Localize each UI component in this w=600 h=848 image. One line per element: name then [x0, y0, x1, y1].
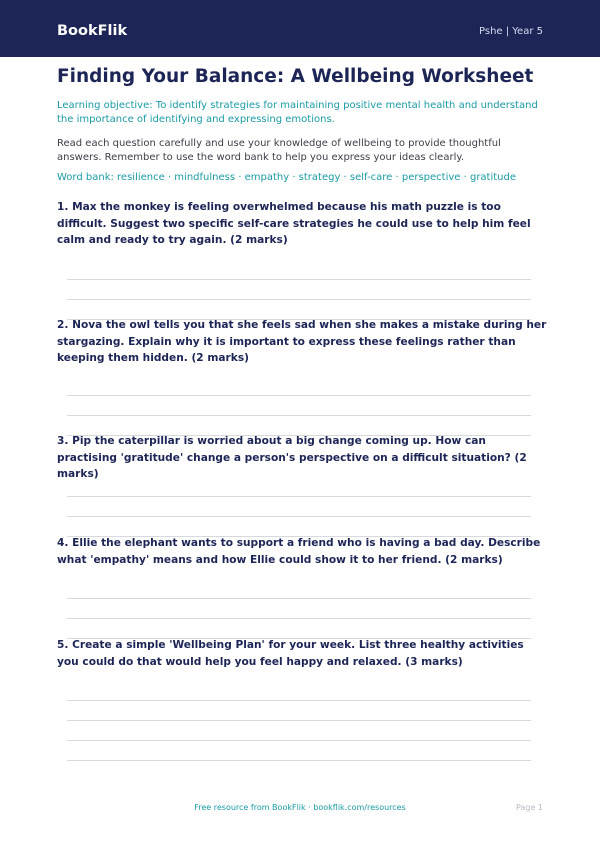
- answer-line[interactable]: [67, 598, 531, 599]
- learning-objective: Learning objective: To identify strategies for maintaining positive mental health and understand the importance of identifying and expressing emotions.: [57, 100, 538, 126]
- answer-line[interactable]: [67, 299, 531, 300]
- question-3: 3. Pip the caterpillar is worried about a big change coming up. How can practising 'gratitude' change a person's perspective on a difficult situation? (2 marks): [57, 435, 527, 480]
- answer-line[interactable]: [67, 279, 531, 280]
- page-title: Finding Your Balance: A Wellbeing Worksheet: [57, 66, 534, 87]
- subject-year-label: Pshe | Year 5: [479, 26, 543, 37]
- instructions-text: Read each question carefully and use your knowledge of wellbeing to provide thoughtful answers. Remember to use the word bank to help you express your ideas clearly.: [57, 138, 501, 164]
- answer-line[interactable]: [67, 720, 531, 721]
- question-5: 5. Create a simple 'Wellbeing Plan' for your week. List three healthy activities you could do that would help you feel happy and relaxed. (3 marks): [57, 639, 524, 668]
- word-bank: Word bank: resilience · mindfulness · empathy · strategy · self-care · perspective · gratitude: [57, 172, 517, 183]
- answer-line[interactable]: [67, 760, 531, 761]
- brand-logo-text[interactable]: BookFlik: [57, 23, 128, 39]
- question-4: 4. Ellie the elephant wants to support a friend who is having a bad day. Describe what 'empathy' means and how Ellie could show it to her friend. (2 marks): [57, 537, 541, 566]
- answer-line[interactable]: [67, 516, 531, 517]
- answer-line[interactable]: [67, 395, 531, 396]
- answer-line[interactable]: [67, 700, 531, 701]
- answer-line[interactable]: [67, 740, 531, 741]
- answer-line[interactable]: [67, 415, 531, 416]
- answer-line[interactable]: [67, 618, 531, 619]
- footer-resource-link[interactable]: Free resource from BookFlik · bookflik.com/resources: [194, 803, 406, 812]
- answer-line[interactable]: [67, 496, 531, 497]
- header-bar: [0, 0, 600, 57]
- question-1: 1. Max the monkey is feeling overwhelmed because his math puzzle is too difficult. Suggest two specific self-care strategies he could use to help him feel calm and ready to try again. (2 marks): [57, 201, 531, 246]
- question-2: 2. Nova the owl tells you that she feels sad when she makes a mistake during her stargazing. Explain why it is important to express these feelings rather than keeping them hidden. (2 marks): [57, 319, 547, 364]
- page-number: Page 1: [516, 803, 543, 812]
